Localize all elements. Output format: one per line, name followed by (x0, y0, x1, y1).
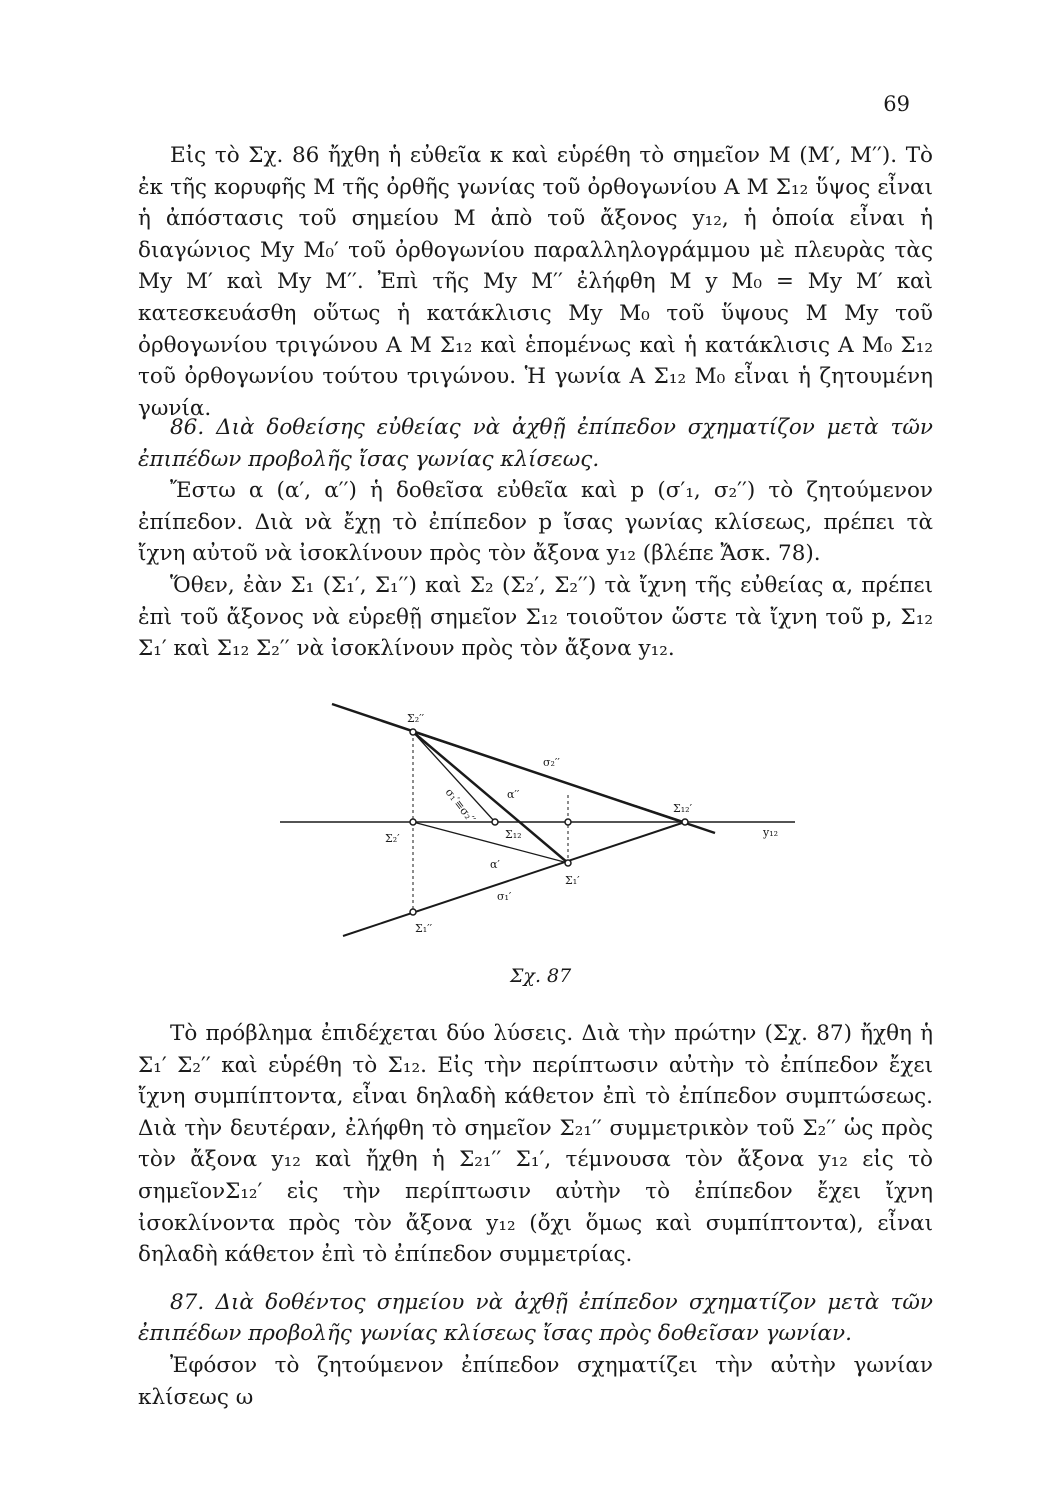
point-s12 (492, 819, 498, 825)
body-paragraph-5: Ἐφόσον τὸ ζητούμενον ἐπίπεδον σχηματίζει τὴν αὐτὴν γωνίαν κλίσεως ω (138, 1352, 933, 1410)
point-s2pp (410, 729, 416, 735)
body-paragraph-3: Ὅθεν, ἐὰν Σ₁ (Σ₁′, Σ₁′′) καὶ Σ₂ (Σ₂′, Σ₂′′) τὰ ἴχνη τῆς εὐθείας α, πρέπει ἐπὶ τοῦ ἄξονος νὰ εὑρεθῇ σημεῖον Σ₁₂ τοιοῦτον ὥστε τὰ ἴχνη τοῦ p, Σ₁₂ Σ₁′ καὶ Σ₁₂ Σ₂′′ νὰ ἰσοκλίνουν πρὸς τὸν ἄξονα y₁₂. (138, 572, 933, 662)
section-87 (138, 1018, 933, 1413)
label-alpha-p: α′ (490, 858, 500, 871)
point-s12p (682, 819, 688, 825)
body-paragraph-4: Τὸ πρόβλημα ἐπιδέχεται δύο λύσεις. Διὰ τὴν πρώτην (Σχ. 87) ἤχθη ἡ Σ₁′ Σ₂′′ καὶ εὑρέθη τὸ Σ₁₂. Εἰς τὴν περίπτωσιν αὐτὴν τὸ ἐπίπεδον ἔχει ἴχνη συμπίπτοντα, εἶναι δηλαδὴ κάθετον ἐπὶ τὸ ἐπίπεδον συμπτώσεως. Διὰ τὴν δευτέραν, ἐλήφθη τὸ σημεῖον Σ₂₁′′ συμμετρικὸν τοῦ Σ₂′′ ὡς πρὸς τὸν ἄξονα y₁₂ καὶ ἤχθη ἡ Σ₂₁′′ Σ₁′, τέμνουσα τὸν ἄξονα y₁₂ εἰς τὸ σημεῖονΣ₁₂′ εἰς τὴν περίπτωσιν αὐτὴν τὸ ἐπίπεδον ἔχει ἴχνη ἰσοκλίνοντα πρὸς τὸν ἄξονα y₁₂ (ὄχι ὅμως καὶ συμπίπτοντα), εἶναι δηλαδὴ κάθετον ἐπὶ τὸ ἐπίπεδον συμμετρίας. (138, 1021, 933, 1268)
section-86-title: Διὰ δοθείσης εὐθείας νὰ ἀχθῇ ἐπίπεδον σχηματίζον μετὰ τῶν ἐπιπέδων προβολῆς ἴσας γωνίας κλίσεως. (138, 415, 933, 472)
label-s12p: Σ₁₂′ (673, 802, 693, 815)
body-paragraph-1 (138, 140, 933, 424)
label-s1pp: Σ₁′′ (415, 922, 433, 935)
label-s12: Σ₁₂ (505, 828, 522, 841)
section-86-number: 86. (170, 415, 205, 440)
label-sigma1-eq: σ₁′≡σ₂′′ (442, 785, 478, 826)
label-y12: y₁₂ (763, 826, 779, 839)
paragraph-text: Εἰς τὸ Σχ. 86 ἤχθη ἡ εὐθεῖα κ καὶ εὑρέθη τὸ σημεῖον Μ (Μ′, Μ′′). Τὸ ἐκ τῆς κορυφῆς Μ τῆς ὀρθῆς γωνίας τοῦ ὀρθογωνίου Α Μ Σ₁₂ ὕψος εἶναι ἡ ἀπόστασις τοῦ σημείου Μ ἀπὸ τοῦ ἄξονος y₁₂, ἡ ὁποία εἶναι ἡ διαγώνιος My M₀′ τοῦ ὀρθογωνίου παραλληλογράμμου μὲ πλευρὰς τὰς My M′ καὶ My M′′. Ἐπὶ τῆς My M′′ ἐλήφθη M y M₀ = My M′ καὶ κατεσκευάσθη οὕτως ἡ κατάκλισις My M₀ τοῦ ὕψους M My τοῦ ὀρθογωνίου τριγώνου Α Μ Σ₁₂ καὶ ἑπομένως καὶ ἡ κατάκλισις Α Μ₀ Σ₁₂ τοῦ ὀρθογωνίου τούτου τριγώνου. Ἡ γωνία Α Σ₁₂ Μ₀ εἶναι ἡ ζητουμένη γωνία. (138, 143, 933, 421)
label-sigma-low: σ₁′ (497, 890, 512, 903)
label-s2p: Σ₂′ (385, 832, 400, 845)
section-87-title: Διὰ δοθέντος σημείου νὰ ἀχθῇ ἐπίπεδον σχηματίζον μετὰ τῶν ἐπιπέδων προβολῆς γωνίας κλίσεως ἴσας πρὸς δοθεῖσαν γωνίαν. (138, 1289, 933, 1347)
label-s1p: Σ₁′ (565, 874, 580, 887)
section-86-heading (138, 412, 933, 475)
line-alpha-pp (413, 732, 568, 863)
body-paragraph-2: Ἔστω α (α′, α′′) ἡ δοθεῖσα εὐθεῖα καὶ p (σ′₁, σ₂′′) τὸ ζητούμενον ἐπίπεδον. Διὰ νὰ ἔχῃ τὸ ἐπίπεδον p ἴσας γωνίας κλίσεως, πρέπει τὰ ἴχνη αὐτοῦ νὰ ἰσοκλίνουν πρὸς τὸν ἄξονα y₁₂ (βλέπε Ἄσκ. 78). (138, 478, 933, 567)
page-number: 69 (883, 92, 910, 116)
label-alpha-pp: α′′ (507, 788, 520, 801)
label-s2pp: Σ₂′′ (407, 712, 425, 725)
figure-87 (275, 700, 805, 950)
figure-87-diagram (275, 700, 805, 950)
point-s1pp (410, 909, 416, 915)
section-87-heading (138, 1287, 933, 1350)
point-axis-s1 (565, 819, 571, 825)
section-87-number: 87. (170, 1289, 205, 1315)
figure-caption: Σχ. 87 (510, 965, 572, 987)
label-sigma2pp: σ₂′′ (543, 756, 560, 769)
section-86 (138, 412, 933, 665)
point-s1p (565, 860, 571, 866)
point-s2p (410, 819, 416, 825)
